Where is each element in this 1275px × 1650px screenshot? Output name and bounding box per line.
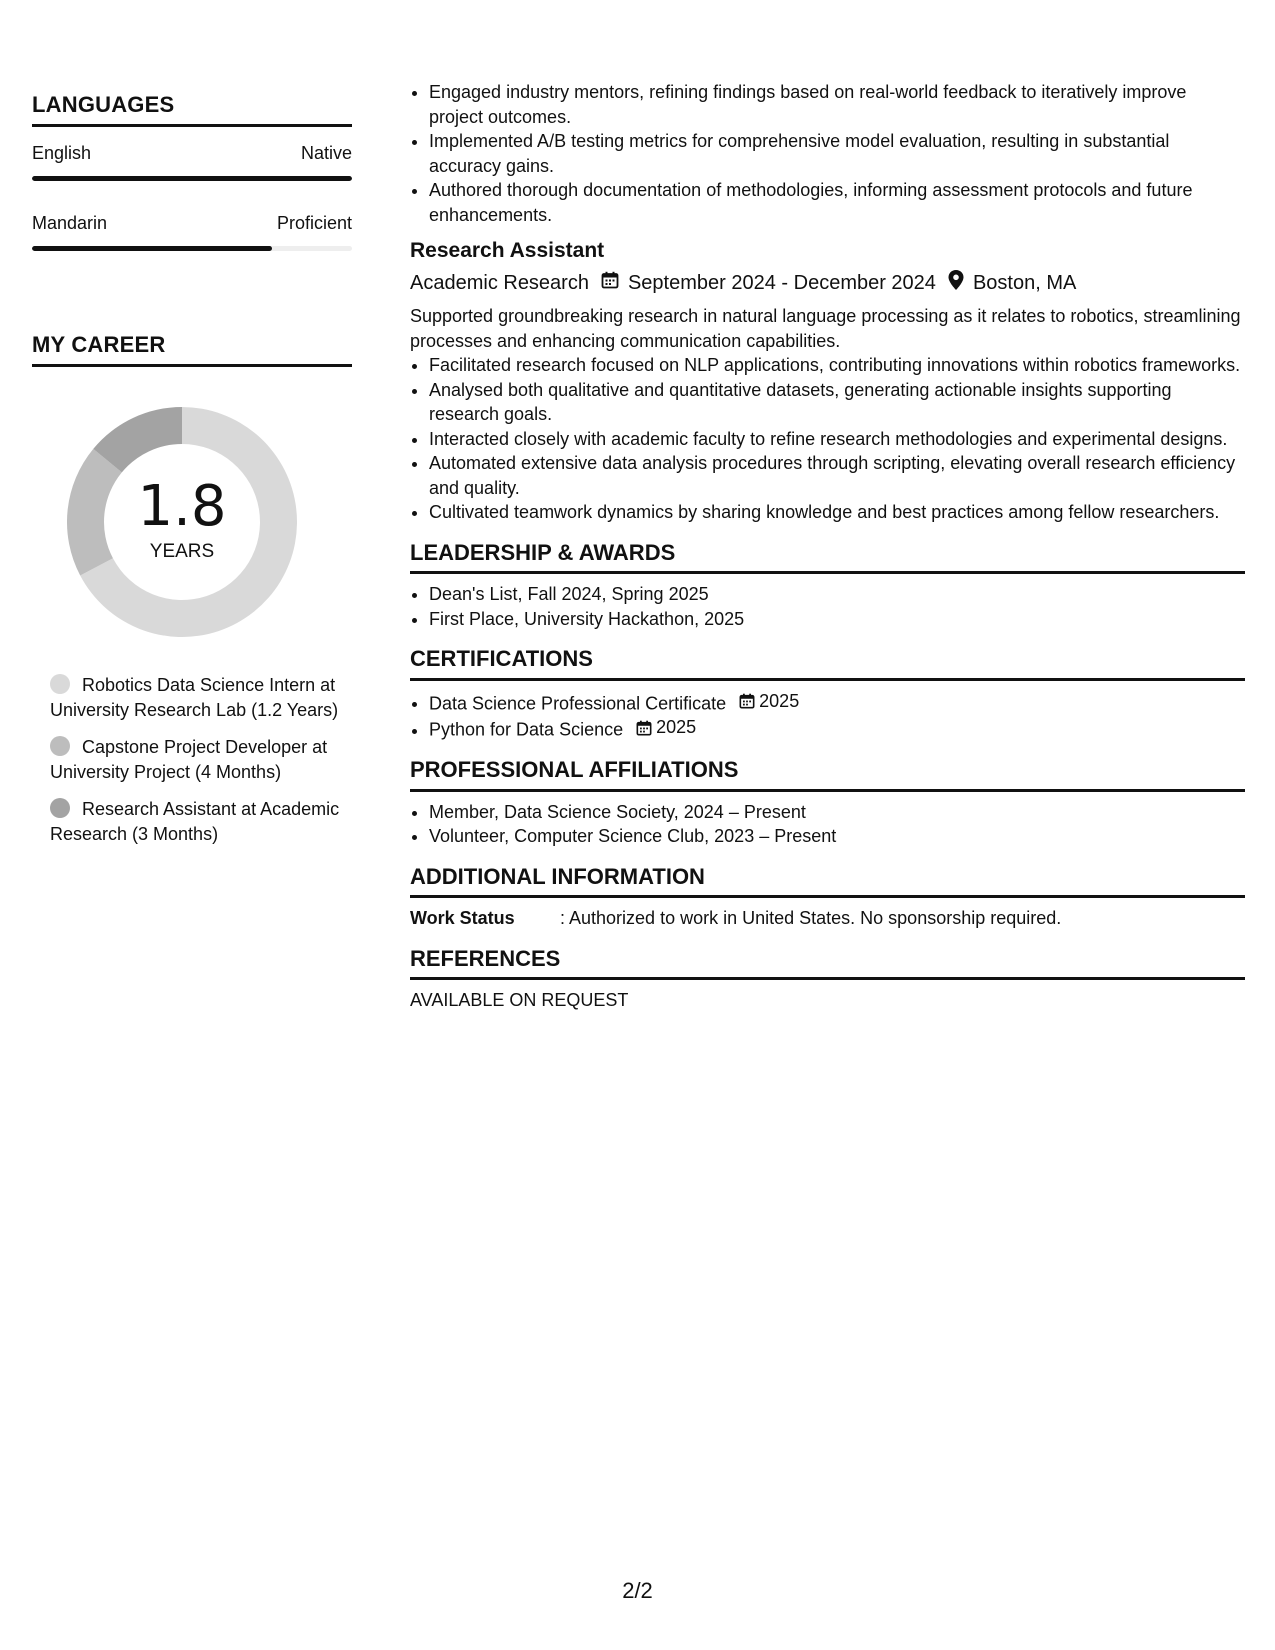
calendar-icon [601,271,619,296]
leadership-rule [410,571,1245,574]
additional-title: ADDITIONAL INFORMATION [410,863,705,889]
legend-item [50,673,352,723]
legend-label: Capstone Project Developer at University Project (4 Months) [50,737,328,782]
list-item: • Implemented A/B testing metrics for comprehensive model evaluation, resulting in substantial accuracy gains. [429,129,1245,178]
career-total: 1.8 [137,474,227,539]
list-item: • Authored thorough documentation of methodologies, informing assessment protocols and future enhancements. [429,178,1245,227]
location-pin-icon [948,270,964,297]
certifications-section [410,647,1245,742]
language-level-fill [32,246,272,251]
calendar-icon [636,720,652,736]
leadership-title: LEADERSHIP & AWARDS [410,539,676,565]
language-level: Proficient [276,213,352,233]
additional-section [410,865,1245,931]
language-level-bar [32,246,352,251]
language-item [32,143,352,181]
legend-label: Robotics Data Science Intern at University Research Lab (1.2 Years) [50,675,339,720]
career-title: MY CAREER [32,332,166,357]
cert-year: 2025 [656,717,697,738]
career-unit: YEARS [149,541,215,562]
language-item [32,213,352,251]
legend-swatch [50,674,70,694]
legend-item [50,735,352,785]
list-item: • Engaged industry mentors, refining findings based on real-world feedback to iteratively improve project outcomes. [429,80,1245,129]
affiliations-title: PROFESSIONAL AFFILIATIONS [410,757,739,782]
previous-job-bullets [410,80,1245,227]
page-number: 2/2 [622,1578,653,1603]
language-level-bar [32,176,352,181]
language-name: Mandarin [32,213,108,233]
job-title: Research Assistant [410,239,605,262]
list-item: • Volunteer, Computer Science Club, 2023 – Present [429,824,1245,849]
work-status-value: : Authorized to work in United States. No sponsorship required. [560,908,1062,928]
references-text: AVAILABLE ON REQUEST [410,990,629,1010]
references-title: REFERENCES [410,945,561,971]
certifications-title: CERTIFICATIONS [410,646,593,671]
work-status-label: Work Status [410,908,515,928]
references-rule [410,977,1245,980]
right-column [410,80,1245,1013]
leadership-section [410,541,1245,632]
left-column [32,92,352,844]
affiliations-section [410,758,1245,849]
job-bullets [410,353,1245,525]
languages-title: LANGUAGES [32,92,175,117]
list-item: • Facilitated research focused on NLP applications, contributing innovations within robotics frameworks. [429,353,1245,378]
additional-rule [410,895,1245,898]
legend-item [50,797,352,847]
language-level-fill [32,176,352,181]
list-item [429,689,1245,716]
legend-label: Research Assistant at Academic Research (3 Months) [50,799,340,844]
career-rule [32,364,352,367]
languages-rule [32,124,352,127]
cert-year: 2025 [759,690,800,711]
list-item: • Cultivated teamwork dynamics by sharing knowledge and best practices among fellow researchers. [429,500,1245,525]
job-company: Academic Research [410,271,589,294]
list-item: • Analysed both qualitative and quantitative datasets, generating actionable insights supporting research goals. [429,378,1245,427]
affiliations-rule [410,789,1245,792]
list-item: • Interacted closely with academic faculty to refine research methodologies and experimental designs. [429,427,1245,452]
job-location: Boston, MA [972,271,1077,294]
list-item: • Dean's List, Fall 2024, Spring 2025 [429,582,1245,607]
job-meta [410,270,1245,297]
language-level: Native [300,143,352,163]
certifications-rule [410,678,1245,681]
list-item: • Member, Data Science Society, 2024 – Present [429,800,1245,825]
cert-name: Data Science Professional Certificate [429,692,727,713]
cert-name: Python for Data Science [429,719,624,740]
language-name: English [32,143,92,163]
work-status-row [410,906,1245,931]
job-dates: September 2024 - December 2024 [627,271,936,294]
legend-swatch [50,736,70,756]
career-legend [50,673,352,847]
list-item: • First Place, University Hackathon, 2025 [429,607,1245,632]
career-donut-chart [67,407,297,637]
calendar-icon [739,693,755,709]
references-section [410,947,1245,1013]
job-description: Supported groundbreaking research in natural language processing as it relates to robotics, streamlining processes and enhancing communication capabilities. [410,306,1241,351]
legend-swatch [50,798,70,818]
career-section [32,332,352,859]
list-item: • Automated extensive data analysis procedures through scripting, elevating overall research efficiency and quality. [429,451,1245,500]
list-item [429,715,1245,742]
